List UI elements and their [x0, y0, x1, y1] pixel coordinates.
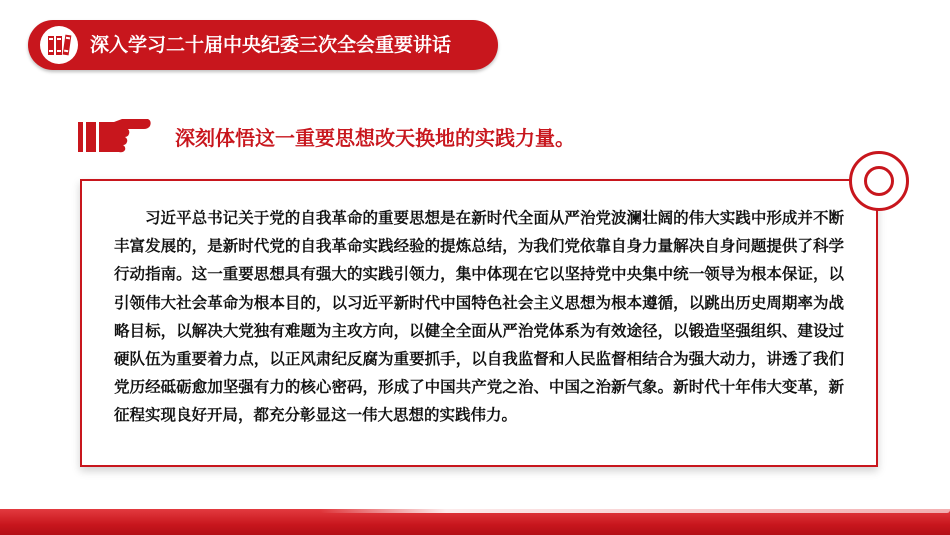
pointing-hand-icon [78, 119, 152, 155]
corner-ring-inner [864, 166, 894, 196]
header-title: 深入学习二十届中央纪委三次全会重要讲话 [90, 34, 452, 56]
bottom-band-highlight [320, 503, 950, 513]
section-subtitle: 深刻体悟这一重要思想改天换地的实践力量。 [175, 126, 575, 150]
card-body-text: 习近平总书记关于党的自我革命的重要思想是在新时代全面从严治党波澜壮阔的伟大实践中形成并不断丰富发展的，是新时代党的自我革命实践经验的提炼总结，为我们党依靠自身力量解决自身问题提供了科学行动指南。这一重要思想具有强大的实践引领力，集中体现在它以坚持党中央集中统一领导为根本保证，以引领伟大社会革命为根本目的，以习近平新时代中国特色社会主义思想为根本遵循，以跳出历史周期率为战略目标，以解决大党独有难题为主攻方向，以健全全面从严治党体系为有效途径，以锻造坚强组织、建设过硬队伍为重要着力点，以正风肃纪反腐为重要抓手，以自我监督和人民监督相结合为强大动力，讲透了我们党历经砥砺愈加坚强有力的核心密码，形成了中国共产党之治、中国之治新气象。新时代十年伟大变革，新征程实现良好开局，都充分彰显这一伟大思想的实践伟力。 [114, 209, 844, 425]
header-badge [40, 26, 78, 64]
books-icon [46, 33, 72, 57]
